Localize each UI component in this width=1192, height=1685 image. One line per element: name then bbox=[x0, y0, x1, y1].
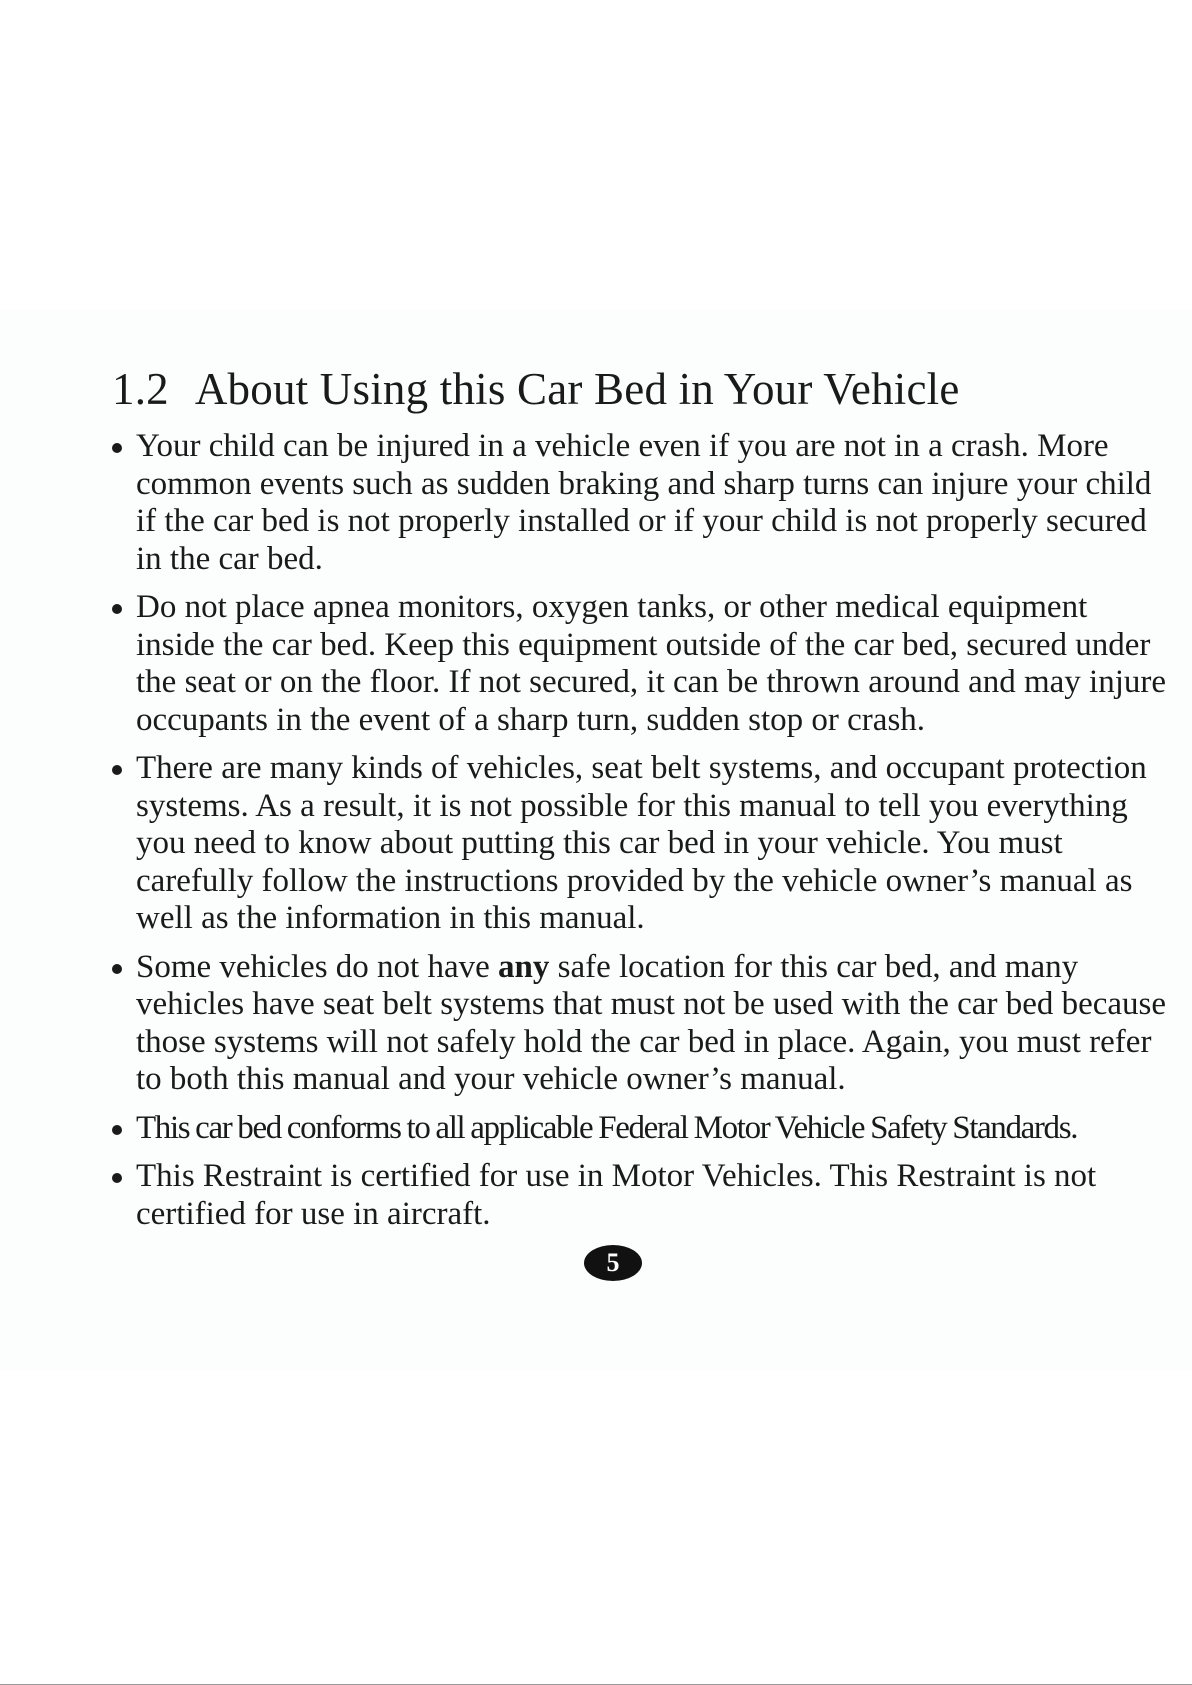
bullet-text: This car bed conforms to all applicable Federal Motor Vehicle Safety Standards. bbox=[136, 1109, 1078, 1146]
section-number: 1.2 bbox=[112, 364, 169, 414]
bullet-item bbox=[112, 949, 1172, 1099]
bullet-list bbox=[112, 428, 1172, 1233]
bullet-text: Do not place apnea monitors, oxygen tanks, or other medical equipment inside the car bed. Keep this equipment outside of the car bed, secured under the seat or on the floor. If not secured, it can be thrown around and may injure occupants in the event of a sharp turn, sudden stop or crash. bbox=[136, 589, 1167, 738]
section-heading bbox=[112, 360, 1172, 418]
page-number-badge: 5 bbox=[584, 1245, 642, 1281]
page-content bbox=[112, 360, 1172, 1244]
bullet-text-end: safe location for this car bed, and many vehicles have seat belt systems that must not be used with the car bed because those systems will not safely hold the car bed in place. Again, you must refer to both this manual and your vehicle owner’s manual. bbox=[136, 948, 1167, 1097]
bullet-dot-icon bbox=[112, 1125, 122, 1135]
bullet-text-emphasis: any bbox=[498, 948, 550, 985]
bullet-item bbox=[112, 428, 1172, 578]
bullet-text: This Restraint is certified for use in Motor Vehicles. This Restraint is not certified for use in aircraft. bbox=[136, 1158, 1097, 1232]
bullet-item bbox=[112, 1158, 1172, 1233]
bullet-dot-icon bbox=[112, 604, 122, 614]
bullet-text: There are many kinds of vehicles, seat belt systems, and occupant protection systems. As a result, it is not possible for this manual to tell you everything you need to know about putting this car bed in your vehicle. You must carefully follow the instructions provided by the vehicle owner’s manual as well as the information in this manual. bbox=[136, 750, 1147, 936]
bullet-dot-icon bbox=[112, 765, 122, 775]
section-title: About Using this Car Bed in Your Vehicle bbox=[194, 364, 960, 414]
bullet-item bbox=[112, 1110, 1172, 1148]
bullet-item bbox=[112, 750, 1172, 938]
bullet-text bbox=[136, 949, 1166, 1098]
bullet-dot-icon bbox=[112, 443, 122, 453]
bullet-item bbox=[112, 589, 1172, 739]
bullet-text-start: Some vehicles do not have bbox=[136, 948, 499, 985]
bullet-dot-icon bbox=[112, 964, 122, 974]
bullet-text: Your child can be injured in a vehicle even if you are not in a crash. More common events such as sudden braking and sharp turns can injure your child if the car bed is not properly installed or if your child is not properly secured in the car bed. bbox=[136, 428, 1152, 577]
bullet-dot-icon bbox=[112, 1173, 122, 1183]
